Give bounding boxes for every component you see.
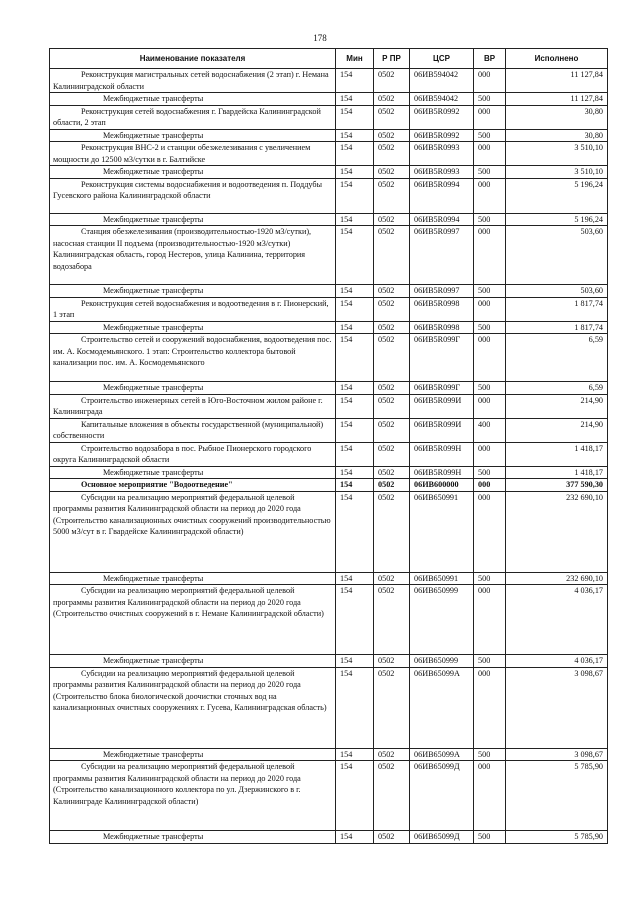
cell-name: Строительство сетей и сооружений водоснабжения, водоотведения пос. им. А. Космодемьянского. 1 этап: Строительство коллектора бытовой канализации пос. им. А. Космодемьянского	[50, 334, 336, 382]
cell-csr: 06ИВ594042	[410, 93, 474, 106]
cell-csr: 06ИВ5R099Г	[410, 334, 474, 382]
cell-min: 154	[336, 761, 374, 831]
cell-csr: 06ИВ5R099И	[410, 394, 474, 418]
cell-min: 154	[336, 667, 374, 748]
cell-min: 154	[336, 321, 374, 334]
cell-vr: 500	[474, 572, 506, 585]
cell-rpr: 0502	[374, 129, 410, 142]
table-row	[50, 479, 608, 492]
cell-name: Реконструкция сетей водоснабжения и водоотведения в г. Пионерский, 1 этап	[50, 297, 336, 321]
cell-min: 154	[336, 93, 374, 106]
cell-done: 5 196,24	[506, 213, 608, 226]
cell-min: 154	[336, 479, 374, 492]
cell-csr: 06ИВ5R099Г	[410, 382, 474, 395]
cell-rpr: 0502	[374, 285, 410, 298]
cell-rpr: 0502	[374, 321, 410, 334]
cell-vr: 500	[474, 285, 506, 298]
cell-name: Межбюджетные трансферты	[50, 321, 336, 334]
cell-rpr: 0502	[374, 166, 410, 179]
cell-name: Межбюджетные трансферты	[50, 129, 336, 142]
cell-csr: 06ИВ65099А	[410, 667, 474, 748]
cell-csr: 06ИВ65099Д	[410, 831, 474, 844]
cell-name: Межбюджетные трансферты	[50, 382, 336, 395]
table-row	[50, 382, 608, 395]
cell-rpr: 0502	[374, 297, 410, 321]
cell-rpr: 0502	[374, 667, 410, 748]
cell-csr: 06ИВ5R0994	[410, 178, 474, 213]
cell-name: Межбюджетные трансферты	[50, 213, 336, 226]
cell-name: Субсидии на реализацию мероприятий федеральной целевой программы развития Калининградской области на период до 2020 года (Строительство канализационного коллектора по ул. Дзержинского в г. Калининграде Калининградской области)	[50, 761, 336, 831]
cell-name: Межбюджетные трансферты	[50, 285, 336, 298]
cell-min: 154	[336, 213, 374, 226]
table-row	[50, 491, 608, 572]
cell-done: 503,60	[506, 226, 608, 285]
cell-vr: 000	[474, 142, 506, 166]
cell-done: 5 785,90	[506, 831, 608, 844]
cell-done: 214,90	[506, 394, 608, 418]
table-row	[50, 285, 608, 298]
cell-rpr: 0502	[374, 226, 410, 285]
table-body	[50, 69, 608, 844]
cell-rpr: 0502	[374, 334, 410, 382]
cell-vr: 500	[474, 166, 506, 179]
cell-csr: 06ИВ600000	[410, 479, 474, 492]
table-row	[50, 297, 608, 321]
cell-name: Межбюджетные трансферты	[50, 572, 336, 585]
table-row	[50, 394, 608, 418]
cell-min: 154	[336, 572, 374, 585]
cell-name: Субсидии на реализацию мероприятий федеральной целевой программы развития Калининградской области на период до 2020 года (Строительство очистных сооружений в г. Немане Калининградской области)	[50, 585, 336, 655]
cell-name: Реконструкция ВНС-2 и станции обезжелезивания с увеличением мощности до 12500 м3/сутки в г. Балтийске	[50, 142, 336, 166]
cell-done: 3 098,67	[506, 748, 608, 761]
cell-vr: 000	[474, 479, 506, 492]
cell-min: 154	[336, 297, 374, 321]
cell-csr: 06ИВ5R099Н	[410, 442, 474, 466]
table-row	[50, 166, 608, 179]
cell-csr: 06ИВ5R0997	[410, 285, 474, 298]
cell-csr: 06ИВ5R0992	[410, 129, 474, 142]
table-row	[50, 142, 608, 166]
cell-csr: 06ИВ5R0998	[410, 321, 474, 334]
cell-min: 154	[336, 166, 374, 179]
cell-name: Реконструкция магистральных сетей водоснабжения (2 этап) г. Немана Калининградской области	[50, 69, 336, 93]
cell-done: 11 127,84	[506, 93, 608, 106]
table-row	[50, 129, 608, 142]
cell-done: 5 196,24	[506, 178, 608, 213]
cell-done: 30,80	[506, 129, 608, 142]
cell-vr: 000	[474, 585, 506, 655]
cell-min: 154	[336, 831, 374, 844]
cell-csr: 06ИВ650991	[410, 572, 474, 585]
cell-done: 3 510,10	[506, 166, 608, 179]
cell-min: 154	[336, 585, 374, 655]
table-row	[50, 655, 608, 668]
table-row	[50, 334, 608, 382]
cell-done: 6,59	[506, 334, 608, 382]
table-row	[50, 105, 608, 129]
cell-rpr: 0502	[374, 394, 410, 418]
cell-vr: 000	[474, 491, 506, 572]
cell-csr: 06ИВ594042	[410, 69, 474, 93]
cell-vr: 500	[474, 93, 506, 106]
table-row	[50, 321, 608, 334]
cell-rpr: 0502	[374, 585, 410, 655]
cell-done: 4 036,17	[506, 655, 608, 668]
cell-done: 3 098,67	[506, 667, 608, 748]
cell-csr: 06ИВ5R099И	[410, 418, 474, 442]
cell-rpr: 0502	[374, 418, 410, 442]
cell-min: 154	[336, 466, 374, 479]
cell-name: Межбюджетные трансферты	[50, 93, 336, 106]
cell-rpr: 0502	[374, 178, 410, 213]
cell-name: Межбюджетные трансферты	[50, 831, 336, 844]
header-min: Мин	[336, 49, 374, 69]
cell-rpr: 0502	[374, 831, 410, 844]
cell-csr: 06ИВ65099А	[410, 748, 474, 761]
table-row	[50, 69, 608, 93]
cell-done: 30,80	[506, 105, 608, 129]
cell-min: 154	[336, 334, 374, 382]
header-done: Исполнено	[506, 49, 608, 69]
cell-vr: 500	[474, 129, 506, 142]
cell-done: 1 817,74	[506, 321, 608, 334]
cell-rpr: 0502	[374, 69, 410, 93]
cell-done: 3 510,10	[506, 142, 608, 166]
budget-table	[49, 48, 608, 844]
cell-done: 5 785,90	[506, 761, 608, 831]
table-row	[50, 178, 608, 213]
cell-min: 154	[336, 655, 374, 668]
table-row	[50, 585, 608, 655]
cell-rpr: 0502	[374, 466, 410, 479]
cell-min: 154	[336, 442, 374, 466]
cell-vr: 000	[474, 105, 506, 129]
header-rpr: Р ПР	[374, 49, 410, 69]
cell-csr: 06ИВ650999	[410, 655, 474, 668]
cell-vr: 500	[474, 321, 506, 334]
header-csr: ЦСР	[410, 49, 474, 69]
cell-vr: 500	[474, 831, 506, 844]
cell-min: 154	[336, 418, 374, 442]
cell-csr: 06ИВ5R099Н	[410, 466, 474, 479]
cell-name: Строительство инженерных сетей в Юго-Восточном жилом районе г. Калининграда	[50, 394, 336, 418]
cell-min: 154	[336, 491, 374, 572]
cell-min: 154	[336, 142, 374, 166]
cell-vr: 000	[474, 761, 506, 831]
cell-min: 154	[336, 394, 374, 418]
cell-vr: 000	[474, 334, 506, 382]
cell-done: 232 690,10	[506, 491, 608, 572]
cell-name: Строительство водозабора в пос. Рыбное Пионерского городского округа Калининградской области	[50, 442, 336, 466]
cell-vr: 000	[474, 394, 506, 418]
cell-vr: 000	[474, 69, 506, 93]
cell-rpr: 0502	[374, 748, 410, 761]
table-row	[50, 667, 608, 748]
cell-done: 1 418,17	[506, 442, 608, 466]
header-name: Наименование показателя	[50, 49, 336, 69]
cell-csr: 06ИВ5R0992	[410, 105, 474, 129]
cell-done: 377 590,30	[506, 479, 608, 492]
cell-rpr: 0502	[374, 382, 410, 395]
cell-min: 154	[336, 178, 374, 213]
cell-min: 154	[336, 69, 374, 93]
cell-rpr: 0502	[374, 479, 410, 492]
cell-rpr: 0502	[374, 213, 410, 226]
cell-vr: 000	[474, 226, 506, 285]
cell-vr: 500	[474, 466, 506, 479]
cell-done: 232 690,10	[506, 572, 608, 585]
cell-done: 6,59	[506, 382, 608, 395]
cell-vr: 000	[474, 178, 506, 213]
cell-vr: 000	[474, 442, 506, 466]
cell-vr: 500	[474, 655, 506, 668]
table-row	[50, 93, 608, 106]
table-row	[50, 213, 608, 226]
cell-rpr: 0502	[374, 442, 410, 466]
cell-vr: 000	[474, 667, 506, 748]
cell-vr: 000	[474, 297, 506, 321]
cell-done: 214,90	[506, 418, 608, 442]
cell-name: Субсидии на реализацию мероприятий федеральной целевой программы развития Калининградской области на период до 2020 года (Строительство блока биологической доочистки сточных вод на канализационных очистных сооружениях г. Гусева, Калининградская область)	[50, 667, 336, 748]
cell-done: 1 817,74	[506, 297, 608, 321]
cell-csr: 06ИВ5R0997	[410, 226, 474, 285]
cell-min: 154	[336, 129, 374, 142]
cell-rpr: 0502	[374, 105, 410, 129]
cell-rpr: 0502	[374, 491, 410, 572]
table-row	[50, 748, 608, 761]
cell-name: Субсидии на реализацию мероприятий федеральной целевой программы развития Калининградской области на период до 2020 года (Строительство канализационных очистных сооружений производительностью 5000 м3/сут в г. Гвардейске Калининградской области)	[50, 491, 336, 572]
cell-name: Реконструкция сетей водоснабжения г. Гвардейска Калининградской области, 2 этап	[50, 105, 336, 129]
cell-vr: 500	[474, 213, 506, 226]
table-row	[50, 442, 608, 466]
cell-done: 1 418,17	[506, 466, 608, 479]
cell-done: 503,60	[506, 285, 608, 298]
cell-name: Реконструкция системы водоснабжения и водоотведения п. Поддубы Гусевского района Калининградской области	[50, 178, 336, 213]
cell-rpr: 0502	[374, 142, 410, 166]
table-row	[50, 418, 608, 442]
cell-name: Станция обезжелезивания (производительностью-1920 м3/сутки), насосная станции II подъема (производительностью-1920 м3/сутки) Калининградская область, город Нестеров, улица Калинина, территория водозабора	[50, 226, 336, 285]
cell-done: 4 036,17	[506, 585, 608, 655]
cell-name: Межбюджетные трансферты	[50, 748, 336, 761]
cell-min: 154	[336, 105, 374, 129]
cell-csr: 06ИВ5R0998	[410, 297, 474, 321]
cell-csr: 06ИВ650991	[410, 491, 474, 572]
cell-vr: 500	[474, 382, 506, 395]
table-row	[50, 761, 608, 831]
cell-rpr: 0502	[374, 655, 410, 668]
cell-name: Межбюджетные трансферты	[50, 466, 336, 479]
cell-name: Основное мероприятие "Водоотведение"	[50, 479, 336, 492]
cell-csr: 06ИВ65099Д	[410, 761, 474, 831]
cell-csr: 06ИВ650999	[410, 585, 474, 655]
cell-csr: 06ИВ5R0993	[410, 142, 474, 166]
page-number: 178	[313, 33, 327, 43]
cell-min: 154	[336, 382, 374, 395]
cell-rpr: 0502	[374, 93, 410, 106]
cell-done: 11 127,84	[506, 69, 608, 93]
table-row	[50, 466, 608, 479]
cell-rpr: 0502	[374, 572, 410, 585]
cell-name: Капитальные вложения в объекты государственной (муниципальной) собственности	[50, 418, 336, 442]
cell-min: 154	[336, 226, 374, 285]
cell-min: 154	[336, 285, 374, 298]
cell-vr: 500	[474, 748, 506, 761]
header-vr: ВР	[474, 49, 506, 69]
cell-csr: 06ИВ5R0993	[410, 166, 474, 179]
cell-name: Межбюджетные трансферты	[50, 655, 336, 668]
table-row	[50, 831, 608, 844]
table-header-row	[50, 49, 608, 69]
table-row	[50, 226, 608, 285]
cell-name: Межбюджетные трансферты	[50, 166, 336, 179]
table-row	[50, 572, 608, 585]
cell-vr: 400	[474, 418, 506, 442]
cell-rpr: 0502	[374, 761, 410, 831]
cell-csr: 06ИВ5R0994	[410, 213, 474, 226]
cell-min: 154	[336, 748, 374, 761]
